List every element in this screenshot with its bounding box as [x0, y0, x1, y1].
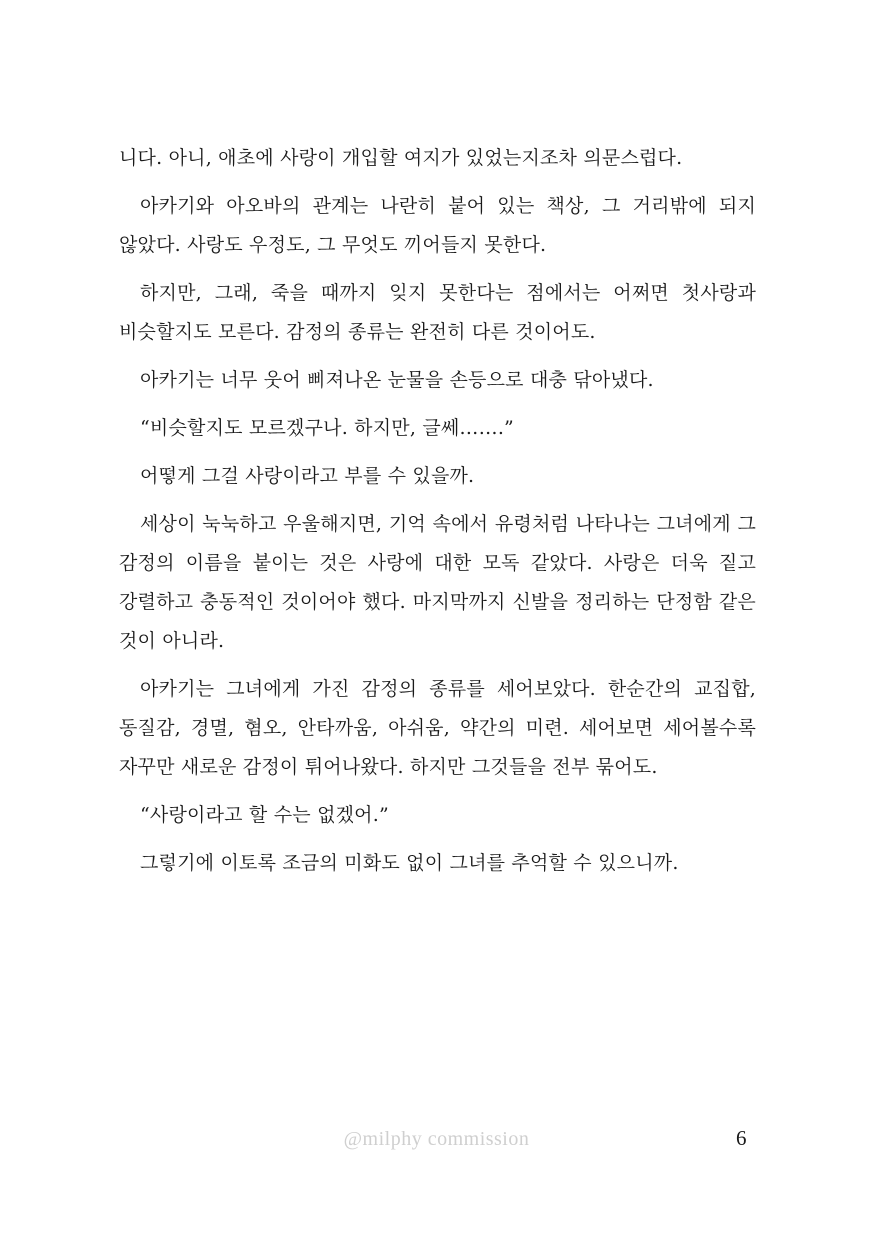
dialogue-line: “사랑이라고 할 수는 없겠어.”: [140, 804, 389, 826]
dialogue-line: “비슷할지도 모르겠구나. 하지만, 글쎄…….”: [140, 417, 514, 439]
paragraph: 그렇기에 이토록 조금의 미화도 없이 그녀를 추억할 수 있으니까.: [140, 852, 679, 874]
paragraph: 어떻게 그걸 사랑이라고 부를 수 있을까.: [140, 465, 475, 487]
paragraph-continued: 니다. 아니, 애초에 사랑이 개입할 여지가 있었는지조차 의문스럽다.: [119, 147, 683, 169]
commission-watermark: @milphy commission: [343, 1128, 530, 1150]
paragraph: 아카기는 그녀에게 가진 감정의 종류를 세어보았다. 한순간의 교집합, 동질감, 경멸, 혐오, 안타까움, 아쉬움, 약간의 미련. 세어보면 세어볼수록 자꾸만 새로운 감정이 튀어나왔다. 하지만 그것들을 전부 묶어도.: [119, 678, 756, 778]
paragraph: 하지만, 그래, 죽을 때까지 잊지 못한다는 점에서는 어쩌면 첫사랑과 비슷할지도 모른다. 감정의 종류는 완전히 다른 것이어도.: [119, 282, 756, 343]
page-body: [119, 139, 756, 892]
paragraph: 세상이 눅눅하고 우울해지면, 기억 속에서 유령처럼 나타나는 그녀에게 그 감정의 이름을 붙이는 것은 사랑에 대한 모독 같았다. 사랑은 더욱 짙고 강렬하고 충동적인 것이어야 했다. 마지막까지 신발을 정리하는 단정함 같은 것이 아니라.: [119, 513, 756, 652]
paragraph: 아카기와 아오바의 관계는 나란히 붙어 있는 책상, 그 거리밖에 되지 않았다. 사랑도 우정도, 그 무엇도 끼어들지 못한다.: [119, 195, 756, 256]
paragraph: 아카기는 너무 웃어 삐져나온 눈물을 손등으로 대충 닦아냈다.: [140, 369, 654, 391]
page-number: 6: [736, 1126, 747, 1150]
